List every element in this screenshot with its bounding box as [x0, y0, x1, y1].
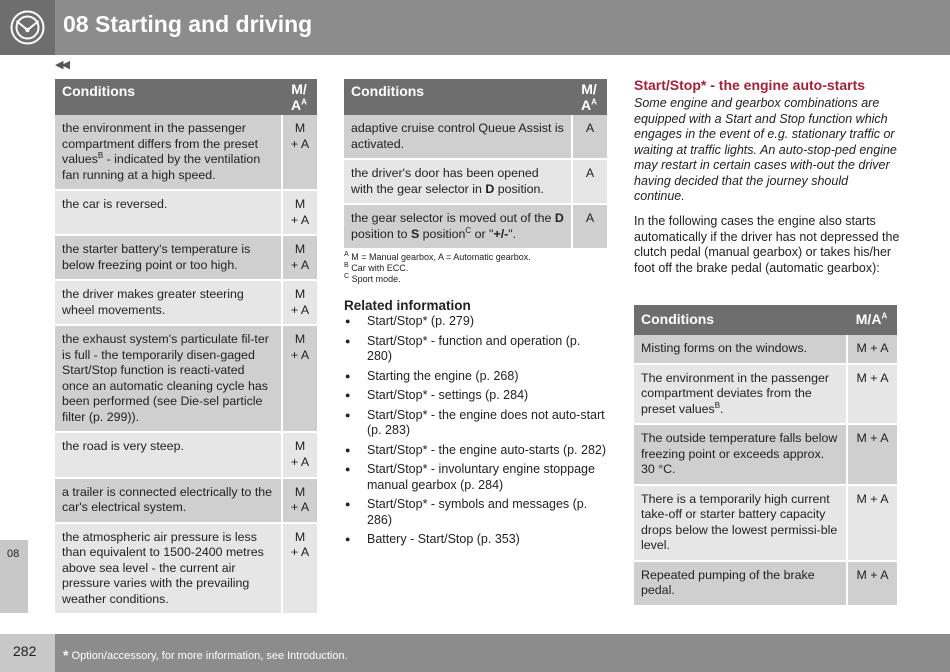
ma-cell	[281, 191, 317, 236]
table-row	[55, 524, 317, 616]
condition-cell: the exhaust system's particulate fil-ter is full - the temporarily disen-gaged Start/Stop function is reacti-vated once an automatic cleaning cycle has been performed (see Die-sel particle filter (p. 299)).	[55, 326, 281, 433]
condition-cell: Misting forms on the windows.	[634, 335, 846, 365]
footnote-sup: A	[881, 311, 888, 321]
table-row	[55, 433, 317, 479]
gear-position: D	[485, 181, 495, 196]
ma-cell	[281, 524, 317, 616]
ma-cell: A	[571, 160, 607, 205]
conditions-header: Conditions	[634, 305, 846, 335]
footnote-text: Car with ECC.	[351, 263, 409, 273]
table-row	[344, 160, 607, 205]
section-body: In the following cases the engine also starts automatically if the driver has not depressed the clutch pedal (manual gearbox) or takes his/her foot off the brake pedal (automatic gearbox):	[634, 214, 900, 275]
table-row	[634, 486, 897, 562]
footnote-marker: A	[344, 251, 349, 258]
ma-value: + A	[290, 257, 310, 272]
related-link[interactable]: ● Start/Stop* - symbols and messages (p. 286)	[344, 497, 607, 528]
table-footnote	[344, 263, 607, 274]
footnote-sup: C	[465, 225, 472, 235]
condition-cell: a trailer is connected electrically to the car's electrical system.	[55, 479, 281, 524]
condition-cell: the atmospheric air pressure is less than equivalent to 1500-2400 metres above sea level - the current air pressure varies with the prevailing weather conditions.	[55, 524, 281, 616]
table-row	[55, 326, 317, 433]
table-row	[55, 191, 317, 236]
ma-cell: M + A	[846, 562, 897, 607]
condition-cell: the driver makes greater steering wheel movements.	[55, 281, 281, 326]
related-link[interactable]: ● Start/Stop* - function and operation (p. 280)	[344, 334, 607, 365]
footnote-sup: A	[301, 97, 307, 107]
table-row	[634, 425, 897, 486]
related-link[interactable]: ● Starting the engine (p. 268)	[344, 369, 607, 385]
table-row	[634, 335, 897, 365]
ma-cell: A	[571, 205, 607, 250]
ma-value: + A	[290, 454, 310, 469]
condition-text: position to	[351, 226, 411, 241]
condition-cell: adaptive cruise control Queue Assist is activated.	[344, 115, 571, 160]
condition-text: the environment in the passenger compartment differs from the preset values	[62, 121, 259, 166]
table-row	[344, 115, 607, 160]
table-row	[55, 115, 317, 191]
condition-text: position	[419, 226, 466, 241]
condition-cell: The outside temperature falls below freezing point or exceeds approx. 30 °C.	[634, 425, 846, 486]
ma-value: M	[294, 439, 306, 453]
ma-cell: M + A	[846, 486, 897, 562]
chapter-title: 08 Starting and driving	[63, 11, 313, 37]
conditions-table-1	[55, 79, 317, 615]
table-footnotes	[344, 252, 607, 285]
ma-header-line1: M/	[581, 81, 597, 97]
ma-cell	[281, 433, 317, 479]
ma-value: M	[294, 287, 306, 301]
footnote-text: Option/accessory, for more information, see Introduction.	[71, 650, 348, 662]
ma-header-line2: A	[581, 97, 592, 113]
table-row	[634, 562, 897, 607]
ma-header-text: M/A	[855, 311, 882, 327]
ma-value: + A	[290, 136, 310, 151]
ma-cell	[281, 115, 317, 191]
condition-cell: Repeated pumping of the brake pedal.	[634, 562, 846, 607]
footnote-sup: B	[714, 400, 721, 410]
conditions-header: Conditions	[344, 79, 571, 115]
related-information-list	[344, 314, 607, 552]
section-intro: Some engine and gearbox combinations are equipped with a Start and Stop function which engages in the event of e.g. stationary traffic or waiting at traffic lights. An auto-stop-ped engine may restart in certain cases with-out the driver having decided that the journey should continue.	[634, 96, 897, 203]
double-chevron-left-icon[interactable]: ◀◀	[55, 59, 68, 71]
condition-text: the gear selector is moved out of the	[351, 211, 555, 225]
ma-value: + A	[290, 347, 310, 362]
volvo-emblem-icon	[10, 10, 45, 45]
condition-text: position.	[494, 181, 544, 196]
ma-value: + A	[290, 302, 310, 317]
condition-text: ".	[508, 226, 517, 241]
condition-text-after: .	[720, 401, 724, 416]
related-link[interactable]: ● Battery - Start/Stop (p. 353)	[344, 532, 607, 548]
table-row	[55, 479, 317, 524]
related-link[interactable]: ● Start/Stop* (p. 279)	[344, 314, 607, 330]
ma-header	[571, 79, 607, 115]
footnote-text: Sport mode.	[351, 274, 401, 284]
related-link[interactable]: ● Start/Stop* - the engine auto-starts (p. 282)	[344, 443, 607, 459]
ma-cell	[281, 326, 317, 433]
ma-header	[846, 305, 897, 335]
conditions-header: Conditions	[55, 79, 281, 115]
section-title: Start/Stop* - the engine auto-starts	[634, 77, 866, 93]
related-link[interactable]: ● Start/Stop* - settings (p. 284)	[344, 388, 607, 404]
ma-value: M	[294, 242, 306, 256]
gear-position: S	[410, 226, 420, 241]
related-link[interactable]: ● Start/Stop* - involuntary engine stoppage manual gearbox (p. 284)	[344, 462, 607, 493]
conditions-table-2	[344, 79, 607, 250]
table-footnote	[344, 274, 607, 285]
ma-value: M	[294, 529, 306, 544]
ma-value: + A	[290, 212, 310, 227]
condition-cell	[344, 160, 571, 205]
condition-text: The environment in the passenger compartment deviates from the preset values	[641, 370, 830, 416]
condition-cell: There is a temporarily high current take-off or starter battery capacity drops below the lowest permissi-ble level.	[634, 486, 846, 562]
ma-cell: A	[571, 115, 607, 160]
table-row	[344, 205, 607, 250]
footnote-marker: *	[63, 647, 69, 663]
condition-text: or "	[471, 226, 494, 241]
condition-cell	[634, 365, 846, 426]
ma-cell	[281, 479, 317, 524]
condition-cell: the car is reversed.	[55, 191, 281, 236]
ma-cell: M + A	[846, 335, 897, 365]
related-information-heading: Related information	[344, 298, 471, 313]
ma-header-line2: A	[291, 97, 302, 113]
condition-cell: the starter battery's temperature is below freezing point or too high.	[55, 236, 281, 281]
footer-footnote	[63, 646, 348, 662]
related-link[interactable]: ● Start/Stop* - the engine does not auto-start (p. 283)	[344, 408, 607, 439]
condition-cell: the road is very steep.	[55, 433, 281, 479]
ma-cell: M + A	[846, 365, 897, 426]
side-tab-label: 08	[7, 548, 20, 560]
ma-value: + A	[290, 500, 310, 514]
ma-value: M	[294, 197, 306, 211]
ma-cell: M + A	[846, 425, 897, 486]
condition-text: the driver's door has been opened with the gear selector in	[351, 166, 539, 196]
table-row	[55, 236, 317, 281]
ma-value: M	[294, 121, 306, 135]
footnote-marker: C	[344, 273, 350, 280]
footnote-sup: A	[591, 97, 597, 107]
conditions-table-3	[634, 305, 897, 607]
gear-position: +/-	[493, 226, 509, 241]
condition-cell	[344, 205, 571, 250]
ma-value: + A	[290, 545, 310, 559]
table-footnote	[344, 252, 607, 263]
page-number: 282	[13, 643, 37, 659]
table-row	[55, 281, 317, 326]
footnote-marker: B	[344, 262, 349, 269]
condition-text-after: - indicated by the ventilation fan running at a high speed.	[62, 152, 261, 182]
footnote-text: M = Manual gearbox, A = Automatic gearbox.	[351, 252, 531, 262]
ma-header-line1: M/	[291, 81, 307, 97]
chapter-side-tab[interactable]	[0, 540, 28, 613]
footnote-sup: B	[97, 150, 104, 160]
condition-cell	[55, 115, 281, 191]
logo-box	[0, 0, 55, 55]
ma-value: M	[294, 332, 306, 346]
ma-cell	[281, 281, 317, 326]
gear-position: D	[554, 211, 564, 225]
ma-header	[281, 79, 317, 115]
ma-cell	[281, 236, 317, 281]
table-row	[634, 365, 897, 426]
ma-value: M	[294, 484, 306, 499]
